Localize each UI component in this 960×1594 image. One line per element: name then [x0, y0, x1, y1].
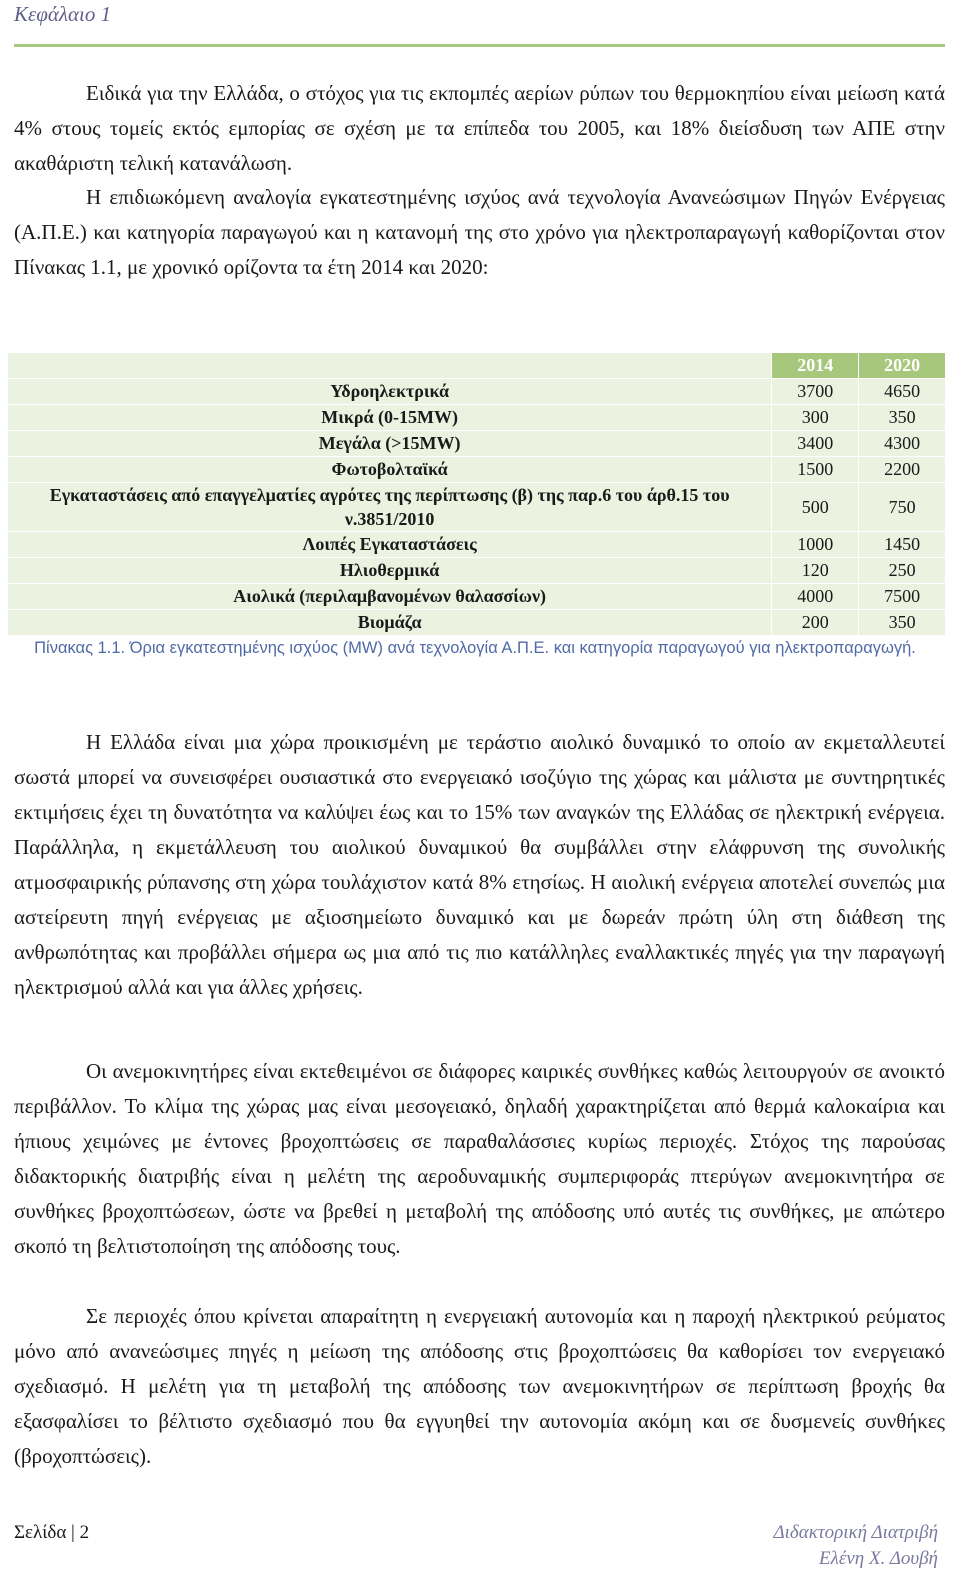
row-label: Βιομάζα [8, 610, 772, 636]
row-label: Λοιπές Εγκαταστάσεις [8, 532, 772, 558]
value-2020: 250 [859, 558, 946, 584]
value-2020: 1450 [859, 532, 946, 558]
table-row [8, 431, 946, 457]
value-2020: 350 [859, 610, 946, 636]
footer-info [774, 1520, 939, 1572]
paragraph-weather-conditions: Οι ανεμοκινητήρες είναι εκτεθειμένοι σε διάφορες καιρικές συνθήκες καθώς λειτουργούν σε ανοικτό περιβάλλον. Το κλίμα της χώρας μας είναι μεσογειακό, δηλαδή χαρακτηρίζεται από θερμά καλοκαίρια και ήπιους χειμώνες με έντονες βροχοπτώσεις σε παραθαλάσσιες κυρίως περιοχές. Στόχος της παρούσας διδακτορικής διατριβής είναι η μελέτη της αεροδυναμικής συμπεριφοράς πτερύγων ανεμοκινητήρα σε συνθήκες βροχοπτώσεων, ώστε να βρεθεί η μεταβολή της απόδοσης υπό αυτές τις συνθήκες, με απώτερο σκοπό τη βελτιστοποίηση της απόδοσης τους. [14, 1059, 945, 1258]
value-2014: 300 [772, 405, 859, 431]
value-2014: 3700 [772, 379, 859, 405]
table-row [8, 584, 946, 610]
value-2014: 4000 [772, 584, 859, 610]
paragraph-emissions-target: Ειδικά για την Ελλάδα, ο στόχος για τις εκπομπές αερίων ρύπων του θερμοκηπίου είναι μείωση κατά 4% στους τομείς εκτός εμπορίας σε σχέση με τα επίπεδα του 2005, και 18% διείσδυση των ΑΠΕ στην ακαθάριστη τελική κατανάλωση. [14, 81, 945, 175]
table-caption: Πίνακας 1.1. Όρια εγκατεστημένης ισχύος (MW) ανά τεχνολογία Α.Π.Ε. και κατηγορία παραγωγού για ηλεκτροπαραγωγή. [34, 639, 916, 657]
table-header-empty [8, 353, 772, 379]
chapter-heading: Κεφάλαιο 1 [14, 2, 112, 26]
value-2020: 4650 [859, 379, 946, 405]
row-label: Υδροηλεκτρικά [8, 379, 772, 405]
value-2020: 750 [859, 483, 946, 532]
table-header-row [8, 353, 946, 379]
column-header-2020: 2020 [859, 353, 946, 379]
table-row [8, 610, 946, 636]
table-row [8, 379, 946, 405]
row-label: Μεγάλα (>15MW) [8, 431, 772, 457]
value-2014: 1500 [772, 457, 859, 483]
value-2020: 2200 [859, 457, 946, 483]
value-2020: 7500 [859, 584, 946, 610]
row-label: Φωτοβολταϊκά [8, 457, 772, 483]
value-2014: 120 [772, 558, 859, 584]
value-2020: 4300 [859, 431, 946, 457]
row-label: Εγκαταστάσεις από επαγγελματίες αγρότες της περίπτωσης (β) της παρ.6 του άρθ.15 του ν.3851/2010 [8, 483, 772, 532]
page-number: Σελίδα | 2 [14, 1522, 90, 1543]
table-row [8, 457, 946, 483]
header-divider [14, 44, 945, 47]
value-2014: 200 [772, 610, 859, 636]
value-2014: 1000 [772, 532, 859, 558]
paragraph-wind-potential: Η Ελλάδα είναι μια χώρα προικισμένη με τεράστιο αιολικό δυναμικό το οποίο αν εκμεταλλευτεί σωστά μπορεί να συνεισφέρει ουσιαστικά στο ενεργειακό ισοζύγιο της χώρας και μάλιστα με συντηρητικές εκτιμήσεις έχει τη δυνατότητα να καλύψει έως και το 15% των αναγκών της Ελλάδας σε ηλεκτρική ενέργεια. Παράλληλα, η εκμετάλλευση του αιολικού δυναμικού θα συμβάλλει στην ελάφρυνση της συνολικής ατμοσφαιρικής ρύπανσης στη χώρα τουλάχιστον κατά 8% ετησίως. Η αιολική ενέργεια αποτελεί συνεπώς μια αστείρευτη πηγή ενέργειας με αξιοσημείωτο δυναμικό και με δωρεάν πρώτη ύλη στη διάθεση της ανθρωπότητας και προβάλλει σήμερα ως μια από τις πιο κατάλληλες εναλλακτικές πηγές για την παραγωγή ηλεκτρισμού αλλά και για άλλες χρήσεις. [14, 730, 945, 999]
res-capacity-table [7, 352, 946, 636]
table-row [8, 532, 946, 558]
paragraph-res-capacity-intro: Η επιδιωκόμενη αναλογία εγκατεστημένης ισχύος ανά τεχνολογία Ανανεώσιμων Πηγών Ενέργειας (Α.Π.Ε.) και κατηγορία παραγωγού και η κατανομή της στο χρόνο για ηλεκτροπαραγωγή καθορίζονται στον Πίνακας 1.1, με χρονικό ορίζοντα τα έτη 2014 και 2020: [14, 185, 945, 279]
thesis-title: Διδακτορική Διατριβή [773, 1522, 938, 1543]
row-label: Μικρά (0-15MW) [8, 405, 772, 431]
column-header-2014: 2014 [772, 353, 859, 379]
table-row [8, 405, 946, 431]
value-2014: 500 [772, 483, 859, 532]
table-row [8, 558, 946, 584]
author-name: Ελένη Χ. Δουβή [819, 1548, 938, 1569]
value-2014: 3400 [772, 431, 859, 457]
paragraph-energy-autonomy: Σε περιοχές όπου κρίνεται απαραίτητη η ενεργειακή αυτονομία και η παροχή ηλεκτρικού ρεύματος μόνο από ανανεώσιμες πηγές η μείωση της απόδοσης στις βροχοπτώσεις θα καθορίσει τον ενεργειακό σχεδιασμό. Η μελέτη για τη μεταβολή της απόδοσης των ανεμοκινητήρων σε περίπτωση βροχής θα εξασφαλίσει το βέλτιστο σχεδιασμό που θα εγγυηθεί την αυτονομία ακόμη και σε δυσμενείς συνθήκες (βροχοπτώσεις). [14, 1304, 945, 1468]
value-2020: 350 [859, 405, 946, 431]
row-label: Ηλιοθερμικά [8, 558, 772, 584]
table-row [8, 483, 946, 532]
row-label: Αιολικά (περιλαμβανομένων θαλασσίων) [8, 584, 772, 610]
